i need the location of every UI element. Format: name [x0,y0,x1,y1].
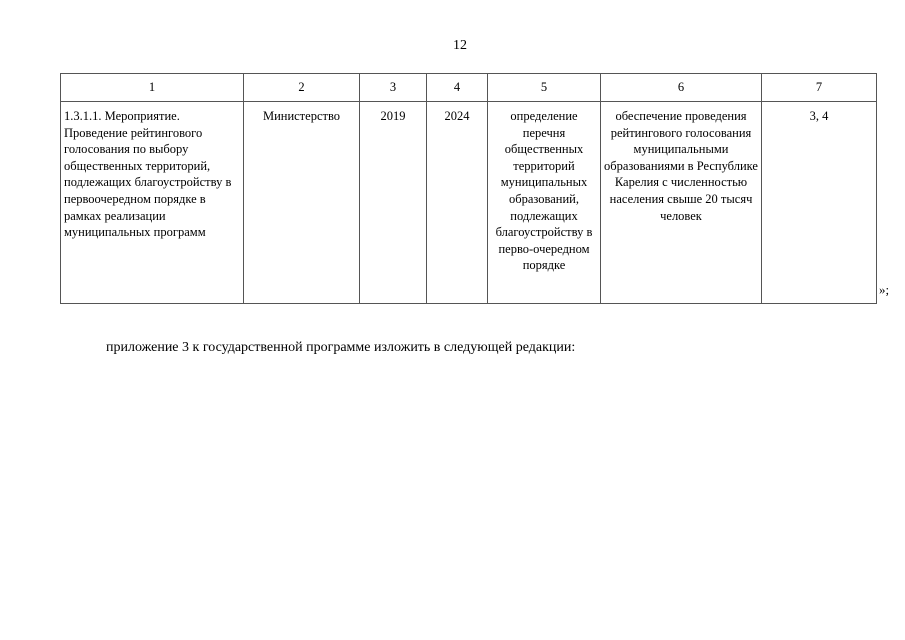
page-number: 12 [453,38,467,53]
executor-cell: Министерство [244,102,360,304]
activities-table [60,73,877,304]
end-year-cell: 2024 [427,102,488,304]
table-header-row [61,74,877,102]
column-header-1: 1 [61,74,244,102]
column-header-6: 6 [601,74,762,102]
column-header-4: 4 [427,74,488,102]
closing-quote: »; [879,282,890,297]
column-header-5: 5 [488,74,601,102]
activity-cell: 1.3.1.1. Мероприятие. Проведение рейтингового голосования по выбору общественных территорий, подлежащих благоустройству в первоочередном порядке в рамках реализации муниципальных программ [61,102,244,304]
column-header-3: 3 [360,74,427,102]
link-cell: 3, 4 [762,102,877,304]
result-cell: определение перечня общественных территорий муниципальных образований, подлежащих благоустройству в перво-очередном порядке [488,102,601,304]
body-paragraph: приложение 3 к государственной программе изложить в следующей редакции: [106,340,576,355]
table-row [61,102,877,304]
indicator-cell: обеспечение проведения рейтингового голосования муниципальными образованиями в Республике Карелия с численностью населения свыше 20 тысяч человек [601,102,762,304]
start-year-cell: 2019 [360,102,427,304]
column-header-7: 7 [762,74,877,102]
column-header-2: 2 [244,74,360,102]
